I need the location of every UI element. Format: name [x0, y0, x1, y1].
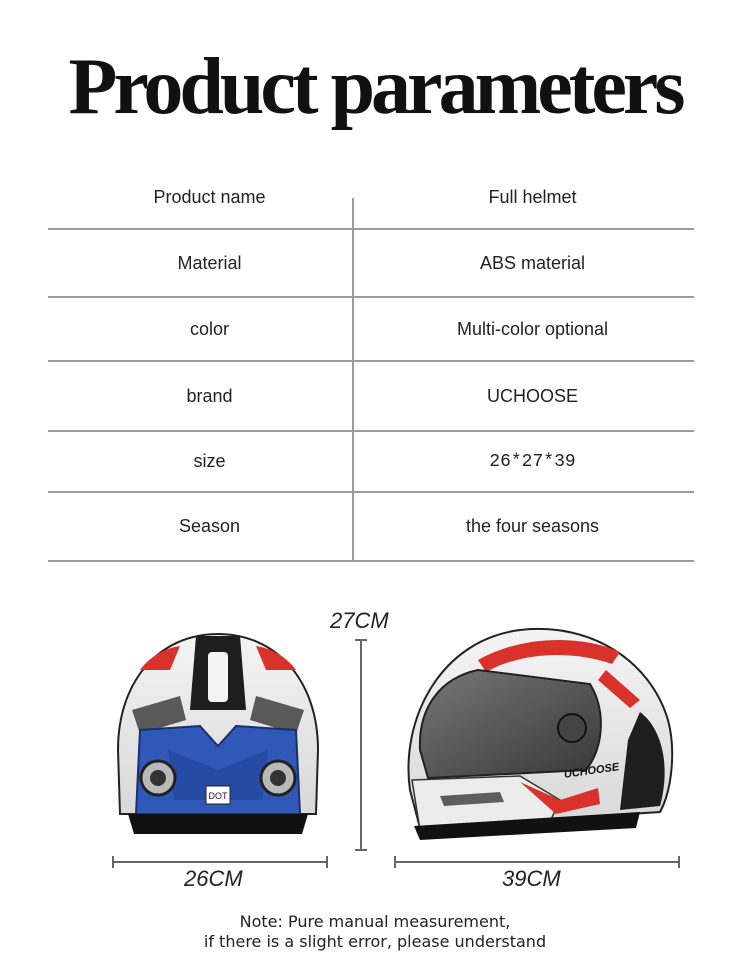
column-divider: [352, 198, 354, 228]
helmet-brand-text: UCHOOSE: [563, 761, 620, 781]
param-label: Season: [178, 516, 241, 536]
column-divider: [352, 230, 354, 296]
param-label: size: [193, 451, 226, 471]
helmet-side-view: [408, 629, 672, 840]
param-label: Material: [177, 252, 242, 273]
dot-sticker-text: DOT: [208, 791, 228, 801]
column-divider: [352, 298, 354, 360]
param-value: Full helmet: [488, 186, 577, 207]
column-divider: [352, 362, 354, 430]
width-label: 26CM: [184, 866, 243, 891]
length-label: 39CM: [502, 866, 561, 891]
param-row-material: [48, 230, 694, 296]
param-value: ABS material: [479, 252, 586, 273]
parameters-table: [48, 166, 694, 562]
page-title: Product parameters: [68, 43, 682, 131]
param-row-brand: [48, 362, 694, 430]
measurement-note: [0, 912, 750, 952]
param-value: 26*27*39: [489, 451, 576, 472]
param-value: UCHOOSE: [486, 385, 578, 406]
param-label: Product name: [153, 186, 266, 207]
height-measure-line: [355, 640, 367, 850]
param-value: the four seasons: [465, 516, 600, 536]
param-row-size: [48, 432, 694, 491]
helmet-front-view: [118, 634, 318, 834]
product-photos: [0, 600, 750, 900]
param-label: brand: [186, 385, 233, 406]
param-row-color: [48, 298, 694, 360]
helmet-illustrations: [0, 600, 750, 900]
param-value: Multi-color optional: [456, 318, 609, 339]
param-label: color: [189, 318, 229, 339]
column-divider: [352, 432, 354, 491]
column-divider: [352, 493, 354, 560]
param-row-season: [48, 493, 694, 560]
row-divider: [48, 560, 694, 562]
param-row-product-name: [48, 166, 694, 228]
note-line-1: Note: Pure manual measurement,: [239, 912, 511, 931]
height-label: 27CM: [330, 608, 389, 633]
note-line-2: if there is a slight error, please understand: [203, 932, 547, 951]
